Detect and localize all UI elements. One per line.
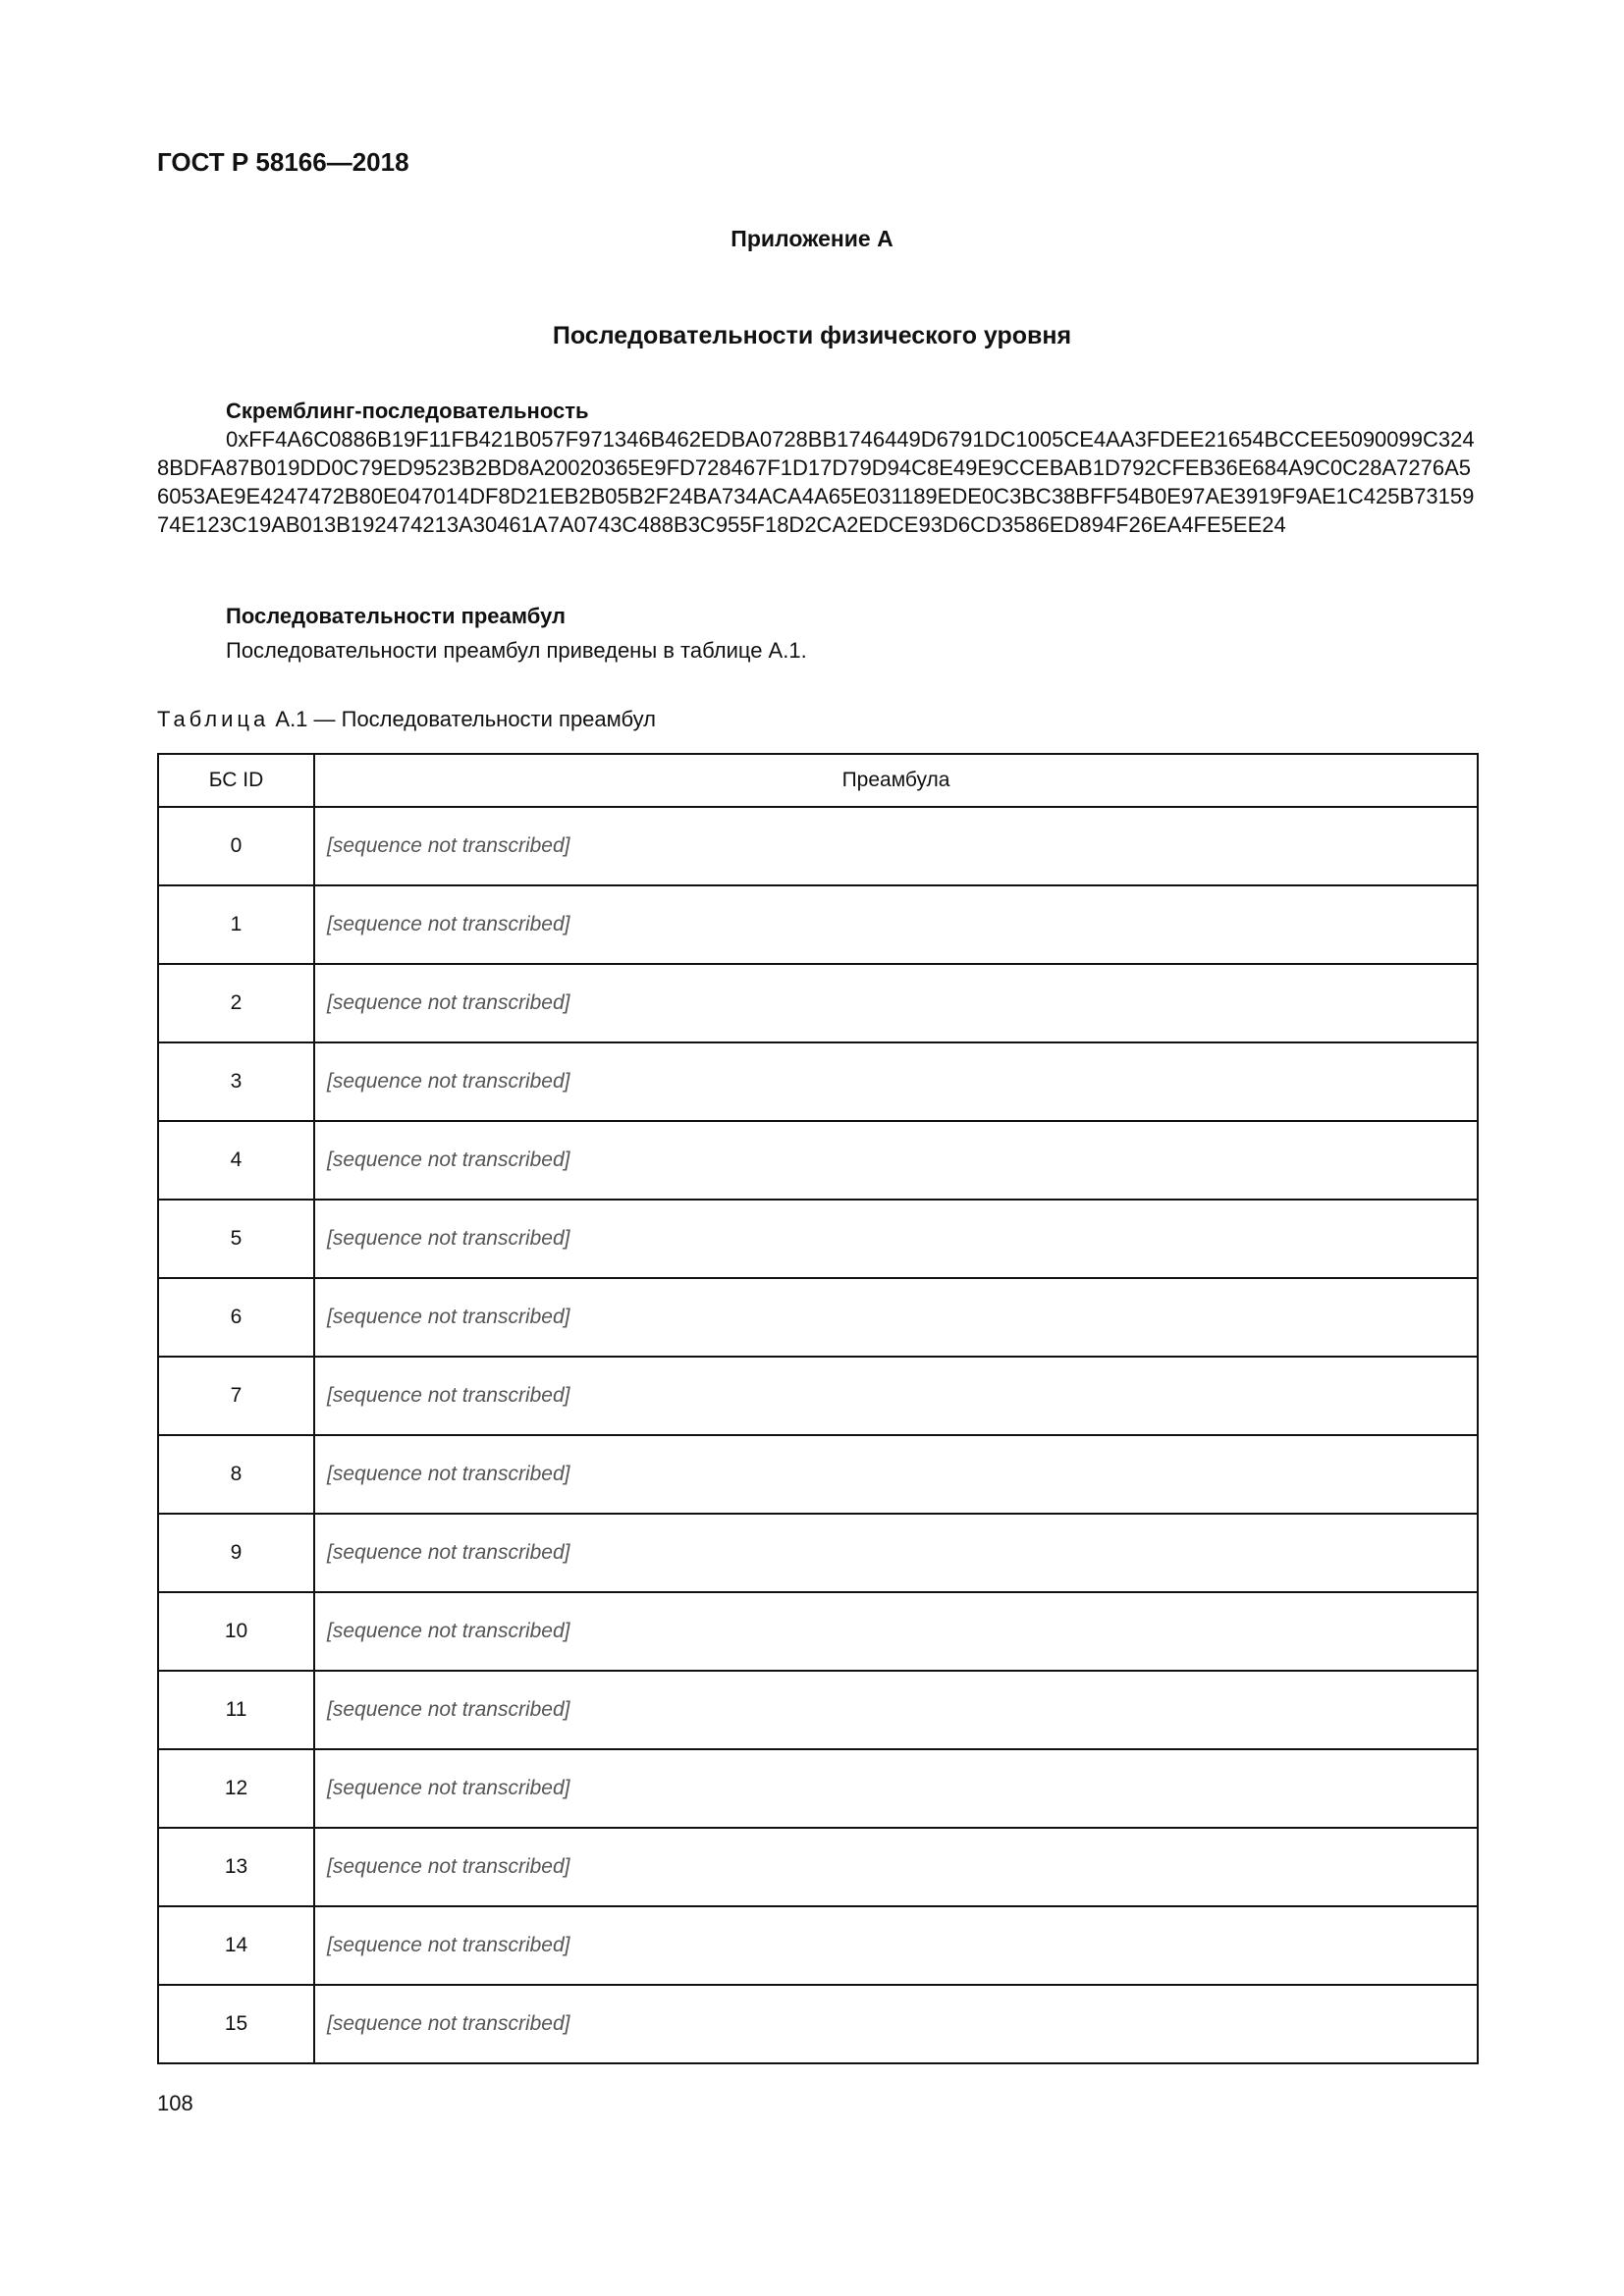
bs-id-cell: 6 [158, 1278, 314, 1357]
table-row [158, 1042, 1478, 1121]
table-row [158, 1121, 1478, 1200]
preamble-cell: [sequence not transcribed] [314, 1042, 1478, 1121]
preamble-cell: [sequence not transcribed] [314, 1592, 1478, 1671]
bs-id-cell: 0 [158, 807, 314, 885]
header-preamble: Преамбула [314, 754, 1478, 807]
header-bs-id: БС ID [158, 754, 314, 807]
preamble-cell: [sequence not transcribed] [314, 1121, 1478, 1200]
table-row [158, 1592, 1478, 1671]
preamble-table [157, 753, 1479, 2064]
scrambling-section [157, 397, 1479, 539]
bs-id-cell: 2 [158, 964, 314, 1042]
table-caption [157, 707, 656, 732]
bs-id-cell: 15 [158, 1985, 314, 2063]
preamble-cell: [sequence not transcribed] [314, 885, 1478, 964]
preamble-cell: [sequence not transcribed] [314, 1278, 1478, 1357]
table-caption-rest: А.1 — Последовательности преамбул [275, 707, 657, 731]
table-row [158, 1671, 1478, 1749]
table-row [158, 885, 1478, 964]
bs-id-cell: 5 [158, 1200, 314, 1278]
preamble-cell: [sequence not transcribed] [314, 1435, 1478, 1514]
scrambling-sequence: 0xFF4A6C0886B19F11FB421B057F971346B462EDBA0728BB1746449D6791DC1005CE4AA3FDEE21654BCCEE5090099C3248BDFA87B019DD0C79ED9523B2BD8A20020365E9FD728467F1D17D79D94C8E49E9CCEBAB1D792CFEB36E684A9C0C28A7276A56053AE9E4247472B80E047014DF8D21EB2B05B2F24BA734ACA4A65E031189EDE0C3BC38BFF54B0E97AE3919F9AE1C425B7315974E123C19AB013B192474213A30461A7A0743C488B3C955F18D2CA2EDCE93D6CD3586ED894F26EA4FE5EE24 [157, 427, 1475, 537]
preamble-cell: [sequence not transcribed] [314, 1671, 1478, 1749]
section-title: Последовательности физического уровня [552, 322, 1072, 349]
table-row [158, 964, 1478, 1042]
preambles-text: Последовательности преамбул приведены в таблице А.1. [226, 638, 807, 663]
preamble-cell: [sequence not transcribed] [314, 1514, 1478, 1592]
preambles-heading: Последовательности преамбул [226, 604, 566, 628]
bs-id-cell: 4 [158, 1121, 314, 1200]
bs-id-cell: 9 [158, 1514, 314, 1592]
scrambling-heading: Скремблинг-последовательность [226, 399, 589, 423]
bs-id-cell: 13 [158, 1828, 314, 1906]
bs-id-cell: 8 [158, 1435, 314, 1514]
table-row [158, 1357, 1478, 1435]
preamble-cell: [sequence not transcribed] [314, 964, 1478, 1042]
table-row [158, 807, 1478, 885]
annex-title: Приложение А [731, 226, 893, 251]
table-row [158, 1906, 1478, 1985]
table-row [158, 1828, 1478, 1906]
table-row [158, 1985, 1478, 2063]
preamble-cell: [sequence not transcribed] [314, 1749, 1478, 1828]
bs-id-cell: 12 [158, 1749, 314, 1828]
page-number: 108 [157, 2091, 193, 2115]
preamble-cell: [sequence not transcribed] [314, 1906, 1478, 1985]
preamble-cell: [sequence not transcribed] [314, 1828, 1478, 1906]
table-row [158, 1435, 1478, 1514]
table-row [158, 1200, 1478, 1278]
bs-id-cell: 7 [158, 1357, 314, 1435]
bs-id-cell: 11 [158, 1671, 314, 1749]
document-header: ГОСТ Р 58166—2018 [157, 147, 409, 177]
bs-id-cell: 14 [158, 1906, 314, 1985]
table-row [158, 1749, 1478, 1828]
preamble-table-body [158, 807, 1478, 2063]
bs-id-cell: 10 [158, 1592, 314, 1671]
table-row [158, 1278, 1478, 1357]
preamble-cell: [sequence not transcribed] [314, 807, 1478, 885]
preamble-cell: [sequence not transcribed] [314, 1357, 1478, 1435]
preambles-section [157, 602, 1479, 665]
table-caption-prefix: Таблица [157, 707, 270, 731]
bs-id-cell: 1 [158, 885, 314, 964]
bs-id-cell: 3 [158, 1042, 314, 1121]
preamble-cell: [sequence not transcribed] [314, 1200, 1478, 1278]
table-row [158, 1514, 1478, 1592]
preamble-cell: [sequence not transcribed] [314, 1985, 1478, 2063]
